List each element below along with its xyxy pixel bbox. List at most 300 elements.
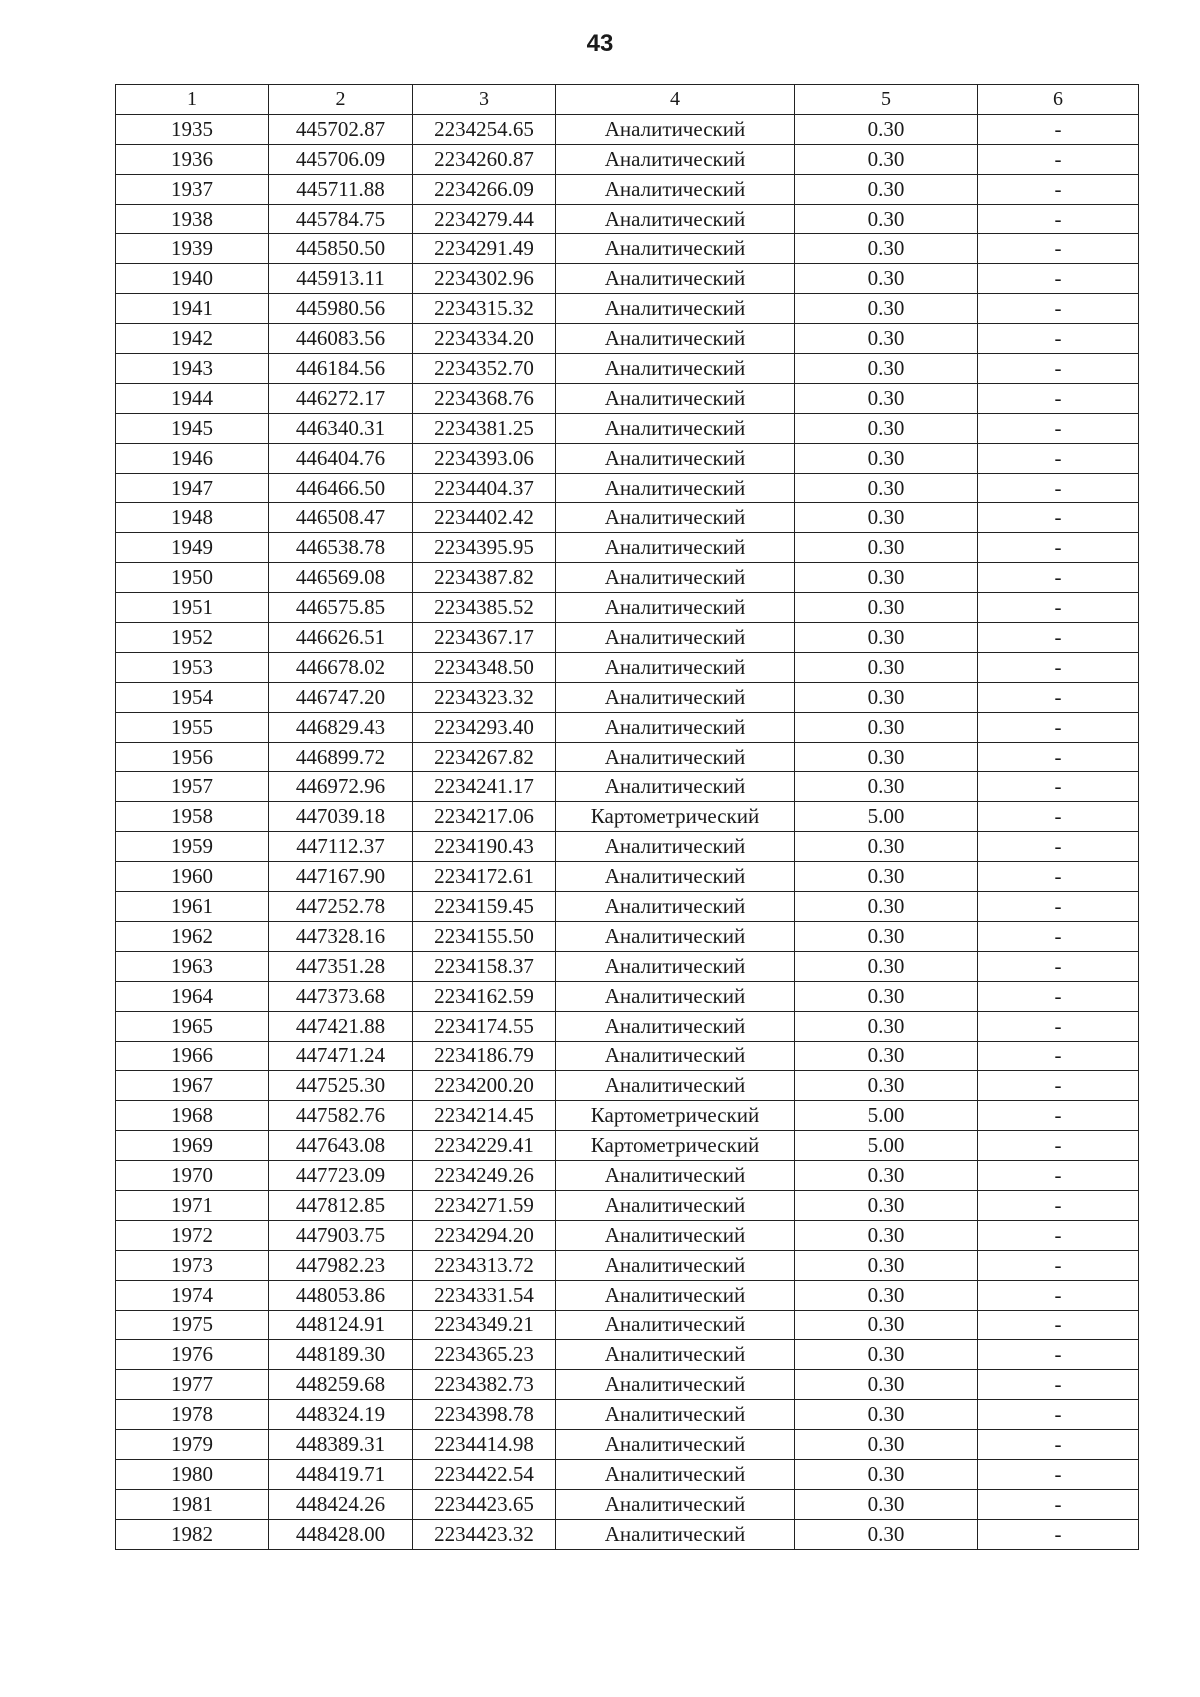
column-header: 4 xyxy=(556,85,795,115)
x-coordinate-cell: 447812.85 xyxy=(269,1190,413,1220)
note-cell: - xyxy=(978,174,1139,204)
accuracy-cell: 0.30 xyxy=(795,593,978,623)
x-coordinate-cell: 446272.17 xyxy=(269,383,413,413)
accuracy-cell: 0.30 xyxy=(795,1220,978,1250)
accuracy-cell: 0.30 xyxy=(795,443,978,473)
y-coordinate-cell: 2234323.32 xyxy=(413,682,556,712)
y-coordinate-cell: 2234313.72 xyxy=(413,1250,556,1280)
point-number-cell: 1951 xyxy=(116,593,269,623)
table-row xyxy=(116,174,1139,204)
note-cell: - xyxy=(978,1400,1139,1430)
note-cell: - xyxy=(978,324,1139,354)
y-coordinate-cell: 2234190.43 xyxy=(413,832,556,862)
y-coordinate-cell: 2234217.06 xyxy=(413,802,556,832)
note-cell: - xyxy=(978,1101,1139,1131)
table-row xyxy=(116,1280,1139,1310)
table-row xyxy=(116,981,1139,1011)
x-coordinate-cell: 448124.91 xyxy=(269,1310,413,1340)
accuracy-cell: 0.30 xyxy=(795,682,978,712)
x-coordinate-cell: 448053.86 xyxy=(269,1280,413,1310)
x-coordinate-cell: 445913.11 xyxy=(269,264,413,294)
y-coordinate-cell: 2234214.45 xyxy=(413,1101,556,1131)
y-coordinate-cell: 2234229.41 xyxy=(413,1131,556,1161)
accuracy-cell: 0.30 xyxy=(795,1489,978,1519)
method-cell: Аналитический xyxy=(556,1280,795,1310)
x-coordinate-cell: 448424.26 xyxy=(269,1489,413,1519)
method-cell: Аналитический xyxy=(556,1489,795,1519)
table-row xyxy=(116,114,1139,144)
x-coordinate-cell: 447471.24 xyxy=(269,1041,413,1071)
accuracy-cell: 5.00 xyxy=(795,1131,978,1161)
y-coordinate-cell: 2234404.37 xyxy=(413,473,556,503)
x-coordinate-cell: 446575.85 xyxy=(269,593,413,623)
table-row xyxy=(116,443,1139,473)
x-coordinate-cell: 446466.50 xyxy=(269,473,413,503)
note-cell: - xyxy=(978,1190,1139,1220)
point-number-cell: 1980 xyxy=(116,1459,269,1489)
table-row xyxy=(116,1220,1139,1250)
y-coordinate-cell: 2234367.17 xyxy=(413,623,556,653)
x-coordinate-cell: 447421.88 xyxy=(269,1011,413,1041)
method-cell: Аналитический xyxy=(556,892,795,922)
method-cell: Аналитический xyxy=(556,1041,795,1071)
accuracy-cell: 0.30 xyxy=(795,204,978,234)
y-coordinate-cell: 2234254.65 xyxy=(413,114,556,144)
point-number-cell: 1975 xyxy=(116,1310,269,1340)
point-number-cell: 1972 xyxy=(116,1220,269,1250)
point-number-cell: 1954 xyxy=(116,682,269,712)
accuracy-cell: 0.30 xyxy=(795,623,978,653)
method-cell: Аналитический xyxy=(556,1340,795,1370)
point-number-cell: 1982 xyxy=(116,1519,269,1549)
accuracy-cell: 0.30 xyxy=(795,1190,978,1220)
method-cell: Аналитический xyxy=(556,413,795,443)
y-coordinate-cell: 2234348.50 xyxy=(413,652,556,682)
table-row xyxy=(116,563,1139,593)
table-row xyxy=(116,473,1139,503)
point-number-cell: 1971 xyxy=(116,1190,269,1220)
table-row xyxy=(116,921,1139,951)
column-header: 5 xyxy=(795,85,978,115)
accuracy-cell: 0.30 xyxy=(795,144,978,174)
note-cell: - xyxy=(978,354,1139,384)
table-row xyxy=(116,682,1139,712)
x-coordinate-cell: 445850.50 xyxy=(269,234,413,264)
y-coordinate-cell: 2234423.32 xyxy=(413,1519,556,1549)
point-number-cell: 1981 xyxy=(116,1489,269,1519)
method-cell: Аналитический xyxy=(556,1011,795,1041)
table-row xyxy=(116,593,1139,623)
x-coordinate-cell: 447039.18 xyxy=(269,802,413,832)
y-coordinate-cell: 2234200.20 xyxy=(413,1071,556,1101)
y-coordinate-cell: 2234402.42 xyxy=(413,503,556,533)
point-number-cell: 1964 xyxy=(116,981,269,1011)
y-coordinate-cell: 2234315.32 xyxy=(413,294,556,324)
x-coordinate-cell: 446678.02 xyxy=(269,652,413,682)
method-cell: Аналитический xyxy=(556,234,795,264)
accuracy-cell: 0.30 xyxy=(795,1011,978,1041)
method-cell: Аналитический xyxy=(556,533,795,563)
method-cell: Аналитический xyxy=(556,593,795,623)
table-row xyxy=(116,623,1139,653)
accuracy-cell: 0.30 xyxy=(795,324,978,354)
table-row xyxy=(116,862,1139,892)
point-number-cell: 1967 xyxy=(116,1071,269,1101)
point-number-cell: 1974 xyxy=(116,1280,269,1310)
x-coordinate-cell: 447582.76 xyxy=(269,1101,413,1131)
note-cell: - xyxy=(978,503,1139,533)
note-cell: - xyxy=(978,1041,1139,1071)
method-cell: Аналитический xyxy=(556,1310,795,1340)
table-row xyxy=(116,892,1139,922)
point-number-cell: 1958 xyxy=(116,802,269,832)
method-cell: Аналитический xyxy=(556,264,795,294)
table-row xyxy=(116,1400,1139,1430)
note-cell: - xyxy=(978,1370,1139,1400)
accuracy-cell: 0.30 xyxy=(795,264,978,294)
method-cell: Аналитический xyxy=(556,921,795,951)
table-row xyxy=(116,533,1139,563)
y-coordinate-cell: 2234334.20 xyxy=(413,324,556,354)
column-header: 2 xyxy=(269,85,413,115)
method-cell: Аналитический xyxy=(556,1370,795,1400)
page-number: 43 xyxy=(586,30,614,57)
table-row xyxy=(116,1041,1139,1071)
y-coordinate-cell: 2234368.76 xyxy=(413,383,556,413)
method-cell: Аналитический xyxy=(556,383,795,413)
y-coordinate-cell: 2234302.96 xyxy=(413,264,556,294)
note-cell: - xyxy=(978,1220,1139,1250)
point-number-cell: 1944 xyxy=(116,383,269,413)
point-number-cell: 1959 xyxy=(116,832,269,862)
point-number-cell: 1948 xyxy=(116,503,269,533)
method-cell: Аналитический xyxy=(556,1459,795,1489)
table-row xyxy=(116,324,1139,354)
method-cell: Аналитический xyxy=(556,473,795,503)
y-coordinate-cell: 2234365.23 xyxy=(413,1340,556,1370)
accuracy-cell: 0.30 xyxy=(795,772,978,802)
accuracy-cell: 0.30 xyxy=(795,1370,978,1400)
table-body xyxy=(116,114,1139,1549)
method-cell: Аналитический xyxy=(556,1161,795,1191)
table-row xyxy=(116,354,1139,384)
note-cell: - xyxy=(978,383,1139,413)
method-cell: Аналитический xyxy=(556,1071,795,1101)
point-number-cell: 1956 xyxy=(116,742,269,772)
y-coordinate-cell: 2234271.59 xyxy=(413,1190,556,1220)
y-coordinate-cell: 2234398.78 xyxy=(413,1400,556,1430)
x-coordinate-cell: 447328.16 xyxy=(269,921,413,951)
x-coordinate-cell: 447903.75 xyxy=(269,1220,413,1250)
note-cell: - xyxy=(978,443,1139,473)
x-coordinate-cell: 445702.87 xyxy=(269,114,413,144)
point-number-cell: 1965 xyxy=(116,1011,269,1041)
method-cell: Аналитический xyxy=(556,623,795,653)
point-number-cell: 1953 xyxy=(116,652,269,682)
note-cell: - xyxy=(978,742,1139,772)
y-coordinate-cell: 2234422.54 xyxy=(413,1459,556,1489)
y-coordinate-cell: 2234260.87 xyxy=(413,144,556,174)
method-cell: Аналитический xyxy=(556,742,795,772)
table-row xyxy=(116,652,1139,682)
table-row xyxy=(116,742,1139,772)
x-coordinate-cell: 448419.71 xyxy=(269,1459,413,1489)
note-cell: - xyxy=(978,413,1139,443)
method-cell: Аналитический xyxy=(556,1430,795,1460)
x-coordinate-cell: 448428.00 xyxy=(269,1519,413,1549)
column-header: 1 xyxy=(116,85,269,115)
y-coordinate-cell: 2234414.98 xyxy=(413,1430,556,1460)
method-cell: Аналитический xyxy=(556,862,795,892)
y-coordinate-cell: 2234387.82 xyxy=(413,563,556,593)
method-cell: Аналитический xyxy=(556,951,795,981)
point-number-cell: 1962 xyxy=(116,921,269,951)
accuracy-cell: 0.30 xyxy=(795,951,978,981)
x-coordinate-cell: 447112.37 xyxy=(269,832,413,862)
accuracy-cell: 0.30 xyxy=(795,1519,978,1549)
table-row xyxy=(116,1310,1139,1340)
y-coordinate-cell: 2234382.73 xyxy=(413,1370,556,1400)
accuracy-cell: 0.30 xyxy=(795,563,978,593)
accuracy-cell: 0.30 xyxy=(795,981,978,1011)
x-coordinate-cell: 448259.68 xyxy=(269,1370,413,1400)
method-cell: Картометрический xyxy=(556,1131,795,1161)
y-coordinate-cell: 2234241.17 xyxy=(413,772,556,802)
accuracy-cell: 0.30 xyxy=(795,1280,978,1310)
note-cell: - xyxy=(978,892,1139,922)
x-coordinate-cell: 447373.68 xyxy=(269,981,413,1011)
x-coordinate-cell: 446899.72 xyxy=(269,742,413,772)
x-coordinate-cell: 445980.56 xyxy=(269,294,413,324)
accuracy-cell: 0.30 xyxy=(795,1250,978,1280)
note-cell: - xyxy=(978,951,1139,981)
x-coordinate-cell: 445706.09 xyxy=(269,144,413,174)
x-coordinate-cell: 446626.51 xyxy=(269,623,413,653)
accuracy-cell: 0.30 xyxy=(795,294,978,324)
method-cell: Аналитический xyxy=(556,772,795,802)
note-cell: - xyxy=(978,563,1139,593)
x-coordinate-cell: 446340.31 xyxy=(269,413,413,443)
x-coordinate-cell: 446747.20 xyxy=(269,682,413,712)
x-coordinate-cell: 447252.78 xyxy=(269,892,413,922)
y-coordinate-cell: 2234393.06 xyxy=(413,443,556,473)
note-cell: - xyxy=(978,1430,1139,1460)
note-cell: - xyxy=(978,1340,1139,1370)
accuracy-cell: 5.00 xyxy=(795,1101,978,1131)
method-cell: Аналитический xyxy=(556,443,795,473)
accuracy-cell: 0.30 xyxy=(795,1161,978,1191)
accuracy-cell: 0.30 xyxy=(795,354,978,384)
accuracy-cell: 5.00 xyxy=(795,802,978,832)
accuracy-cell: 0.30 xyxy=(795,1459,978,1489)
point-number-cell: 1950 xyxy=(116,563,269,593)
accuracy-cell: 0.30 xyxy=(795,1430,978,1460)
accuracy-cell: 0.30 xyxy=(795,114,978,144)
method-cell: Аналитический xyxy=(556,981,795,1011)
table-row xyxy=(116,413,1139,443)
method-cell: Картометрический xyxy=(556,1101,795,1131)
accuracy-cell: 0.30 xyxy=(795,1071,978,1101)
point-number-cell: 1939 xyxy=(116,234,269,264)
method-cell: Аналитический xyxy=(556,1400,795,1430)
method-cell: Аналитический xyxy=(556,294,795,324)
point-number-cell: 1977 xyxy=(116,1370,269,1400)
table-row xyxy=(116,1190,1139,1220)
note-cell: - xyxy=(978,1280,1139,1310)
y-coordinate-cell: 2234291.49 xyxy=(413,234,556,264)
x-coordinate-cell: 447643.08 xyxy=(269,1131,413,1161)
method-cell: Аналитический xyxy=(556,563,795,593)
note-cell: - xyxy=(978,981,1139,1011)
x-coordinate-cell: 446538.78 xyxy=(269,533,413,563)
table-row xyxy=(116,1370,1139,1400)
table-row xyxy=(116,1011,1139,1041)
y-coordinate-cell: 2234266.09 xyxy=(413,174,556,204)
y-coordinate-cell: 2234279.44 xyxy=(413,204,556,234)
method-cell: Аналитический xyxy=(556,114,795,144)
method-cell: Аналитический xyxy=(556,1190,795,1220)
point-number-cell: 1955 xyxy=(116,712,269,742)
y-coordinate-cell: 2234349.21 xyxy=(413,1310,556,1340)
note-cell: - xyxy=(978,921,1139,951)
note-cell: - xyxy=(978,533,1139,563)
table-row xyxy=(116,802,1139,832)
point-number-cell: 1945 xyxy=(116,413,269,443)
x-coordinate-cell: 446404.76 xyxy=(269,443,413,473)
y-coordinate-cell: 2234172.61 xyxy=(413,862,556,892)
note-cell: - xyxy=(978,234,1139,264)
x-coordinate-cell: 446972.96 xyxy=(269,772,413,802)
point-number-cell: 1935 xyxy=(116,114,269,144)
point-number-cell: 1961 xyxy=(116,892,269,922)
point-number-cell: 1973 xyxy=(116,1250,269,1280)
note-cell: - xyxy=(978,1161,1139,1191)
y-coordinate-cell: 2234352.70 xyxy=(413,354,556,384)
table-row xyxy=(116,144,1139,174)
x-coordinate-cell: 447167.90 xyxy=(269,862,413,892)
note-cell: - xyxy=(978,204,1139,234)
point-number-cell: 1978 xyxy=(116,1400,269,1430)
point-number-cell: 1957 xyxy=(116,772,269,802)
x-coordinate-cell: 446508.47 xyxy=(269,503,413,533)
x-coordinate-cell: 446829.43 xyxy=(269,712,413,742)
point-number-cell: 1968 xyxy=(116,1101,269,1131)
accuracy-cell: 0.30 xyxy=(795,1310,978,1340)
accuracy-cell: 0.30 xyxy=(795,1400,978,1430)
x-coordinate-cell: 447351.28 xyxy=(269,951,413,981)
x-coordinate-cell: 446184.56 xyxy=(269,354,413,384)
note-cell: - xyxy=(978,652,1139,682)
note-cell: - xyxy=(978,1011,1139,1041)
note-cell: - xyxy=(978,802,1139,832)
method-cell: Аналитический xyxy=(556,712,795,742)
method-cell: Аналитический xyxy=(556,324,795,354)
point-number-cell: 1969 xyxy=(116,1131,269,1161)
note-cell: - xyxy=(978,144,1139,174)
point-number-cell: 1976 xyxy=(116,1340,269,1370)
accuracy-cell: 0.30 xyxy=(795,503,978,533)
method-cell: Аналитический xyxy=(556,1519,795,1549)
accuracy-cell: 0.30 xyxy=(795,892,978,922)
table-row xyxy=(116,712,1139,742)
note-cell: - xyxy=(978,593,1139,623)
y-coordinate-cell: 2234395.95 xyxy=(413,533,556,563)
point-number-cell: 1952 xyxy=(116,623,269,653)
table-row xyxy=(116,503,1139,533)
point-number-cell: 1963 xyxy=(116,951,269,981)
accuracy-cell: 0.30 xyxy=(795,712,978,742)
y-coordinate-cell: 2234158.37 xyxy=(413,951,556,981)
table-row xyxy=(116,383,1139,413)
table-row xyxy=(116,832,1139,862)
table-header-row xyxy=(116,85,1139,115)
y-coordinate-cell: 2234267.82 xyxy=(413,742,556,772)
x-coordinate-cell: 445784.75 xyxy=(269,204,413,234)
method-cell: Аналитический xyxy=(556,354,795,384)
x-coordinate-cell: 447723.09 xyxy=(269,1161,413,1191)
note-cell: - xyxy=(978,294,1139,324)
table-row xyxy=(116,1101,1139,1131)
column-header: 3 xyxy=(413,85,556,115)
y-coordinate-cell: 2234381.25 xyxy=(413,413,556,443)
table-row xyxy=(116,1459,1139,1489)
note-cell: - xyxy=(978,1459,1139,1489)
y-coordinate-cell: 2234385.52 xyxy=(413,593,556,623)
table-row xyxy=(116,1519,1139,1549)
y-coordinate-cell: 2234186.79 xyxy=(413,1041,556,1071)
accuracy-cell: 0.30 xyxy=(795,742,978,772)
method-cell: Аналитический xyxy=(556,144,795,174)
method-cell: Аналитический xyxy=(556,204,795,234)
note-cell: - xyxy=(978,264,1139,294)
note-cell: - xyxy=(978,1071,1139,1101)
point-number-cell: 1960 xyxy=(116,862,269,892)
x-coordinate-cell: 448389.31 xyxy=(269,1430,413,1460)
note-cell: - xyxy=(978,832,1139,862)
y-coordinate-cell: 2234331.54 xyxy=(413,1280,556,1310)
table-row xyxy=(116,1250,1139,1280)
note-cell: - xyxy=(978,473,1139,503)
x-coordinate-cell: 448324.19 xyxy=(269,1400,413,1430)
point-number-cell: 1938 xyxy=(116,204,269,234)
method-cell: Аналитический xyxy=(556,832,795,862)
note-cell: - xyxy=(978,772,1139,802)
note-cell: - xyxy=(978,682,1139,712)
y-coordinate-cell: 2234155.50 xyxy=(413,921,556,951)
accuracy-cell: 0.30 xyxy=(795,234,978,264)
y-coordinate-cell: 2234249.26 xyxy=(413,1161,556,1191)
y-coordinate-cell: 2234159.45 xyxy=(413,892,556,922)
point-number-cell: 1979 xyxy=(116,1430,269,1460)
accuracy-cell: 0.30 xyxy=(795,1340,978,1370)
accuracy-cell: 0.30 xyxy=(795,413,978,443)
point-number-cell: 1970 xyxy=(116,1161,269,1191)
note-cell: - xyxy=(978,1519,1139,1549)
accuracy-cell: 0.30 xyxy=(795,174,978,204)
x-coordinate-cell: 448189.30 xyxy=(269,1340,413,1370)
method-cell: Аналитический xyxy=(556,503,795,533)
table-row xyxy=(116,1489,1139,1519)
note-cell: - xyxy=(978,1131,1139,1161)
note-cell: - xyxy=(978,712,1139,742)
y-coordinate-cell: 2234174.55 xyxy=(413,1011,556,1041)
point-number-cell: 1966 xyxy=(116,1041,269,1071)
point-number-cell: 1946 xyxy=(116,443,269,473)
table-row xyxy=(116,772,1139,802)
x-coordinate-cell: 445711.88 xyxy=(269,174,413,204)
table-row xyxy=(116,1430,1139,1460)
column-header: 6 xyxy=(978,85,1139,115)
